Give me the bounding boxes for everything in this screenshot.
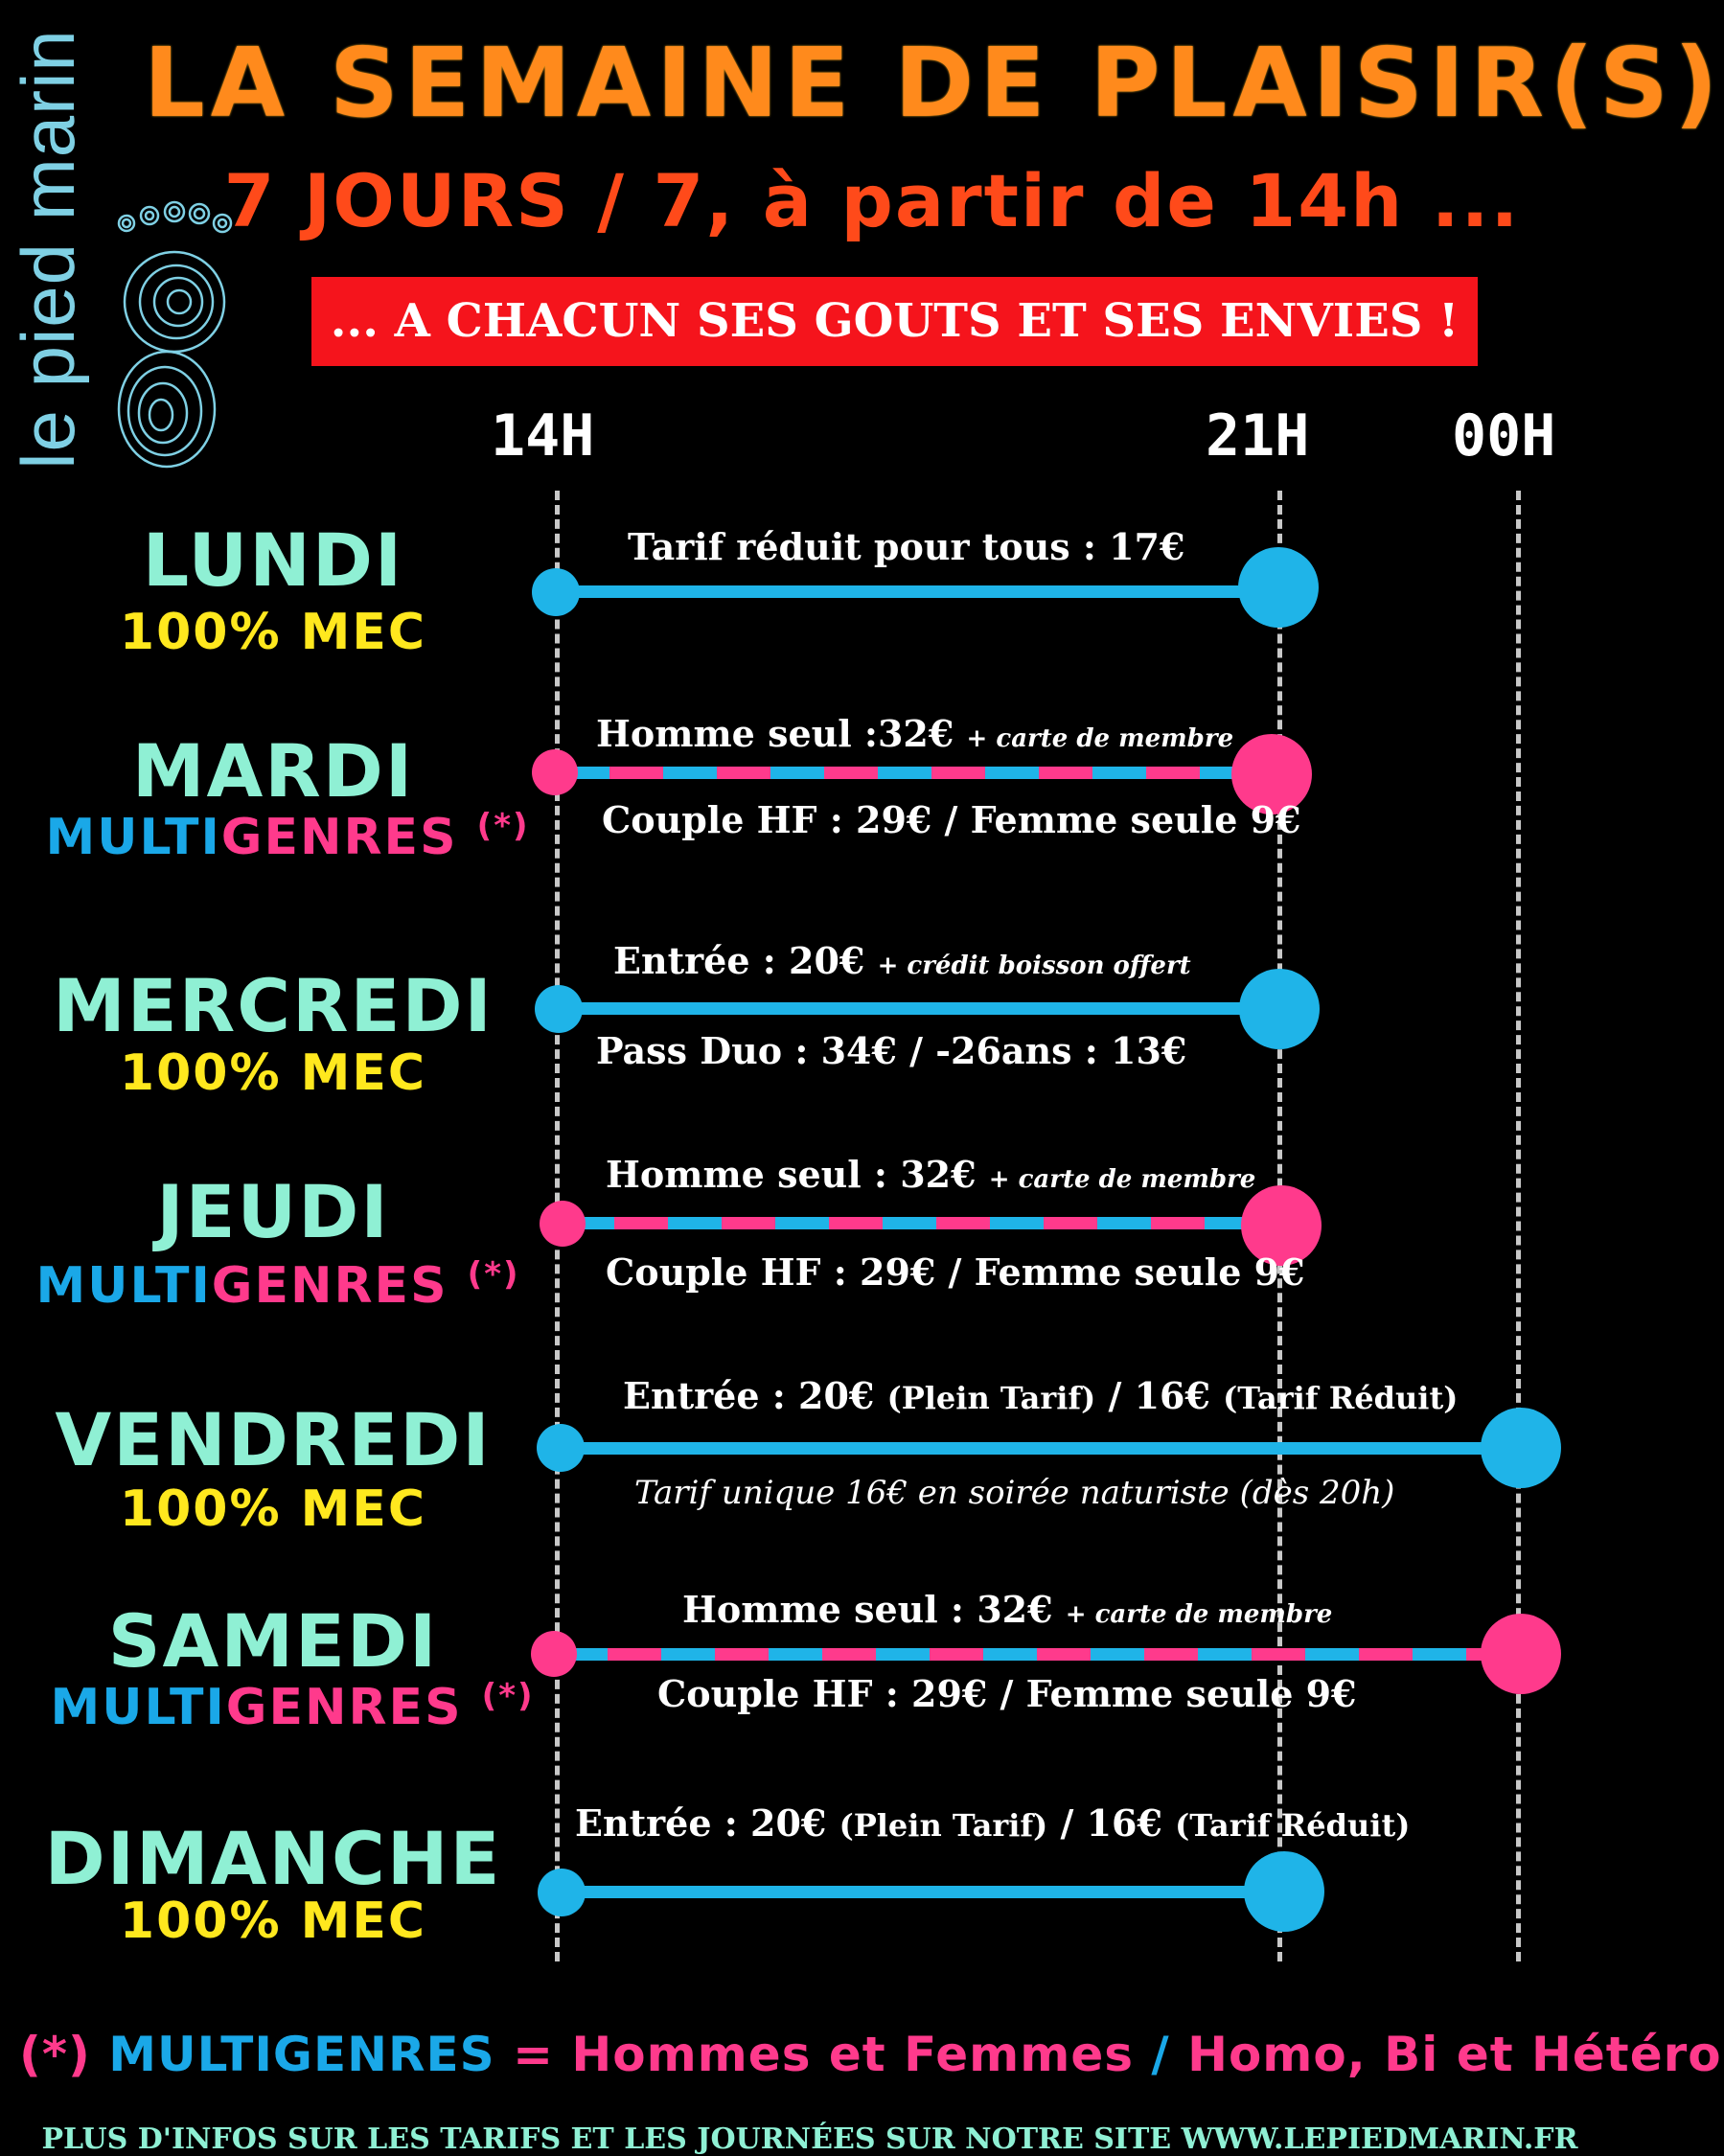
multi-label: MULTI xyxy=(35,1257,212,1315)
asterisk-note: (*) xyxy=(481,1677,535,1715)
schedule-bar-dimanche xyxy=(561,1886,1279,1898)
schedule-bar-mercredi xyxy=(558,1002,1276,1015)
day-type-mardi xyxy=(19,807,556,866)
website-info: PLUS D'INFOS SUR LES TARIFS ET LES JOURNÉES SUR NOTRE SITE WWW.LEPIEDMARIN.FR xyxy=(41,2122,1578,2156)
day-type-samedi xyxy=(24,1677,561,1736)
price-jeudi-note: + carte de membre xyxy=(988,1165,1256,1194)
day-name-dimanche: DIMANCHE xyxy=(44,1816,502,1901)
end-dot-vendredi xyxy=(1481,1408,1561,1488)
price-mercredi-entry xyxy=(613,939,1191,982)
day-name-mardi: MARDI xyxy=(131,728,415,814)
multigenres-footnote xyxy=(19,2027,1722,2082)
day-name-mercredi: MERCREDI xyxy=(53,963,494,1048)
price-mercredi-note: + crédit boisson offert xyxy=(877,952,1191,980)
price-samedi-couple: Couple HF : 29€ / Femme seule 9€ xyxy=(657,1672,1357,1715)
price-mardi-main: Homme seul :32€ xyxy=(596,712,954,755)
start-dot-lundi xyxy=(532,568,580,616)
day-type-dimanche: 100% MEC xyxy=(119,1892,427,1950)
genres-label: GENRES xyxy=(211,1257,448,1315)
start-dot-jeudi xyxy=(540,1201,586,1247)
footnote-equals: = xyxy=(513,2027,554,2082)
timeline-line-00h xyxy=(1516,491,1521,1961)
day-type-jeudi xyxy=(10,1255,546,1315)
multi-label: MULTI xyxy=(50,1679,226,1736)
footnote-term: MULTIGENRES xyxy=(108,2027,495,2082)
page-subtitle: 7 JOURS / 7, à partir de 14h ... xyxy=(223,158,1521,243)
genres-label: GENRES xyxy=(220,809,458,866)
footnote-asterisk: (*) xyxy=(19,2027,91,2082)
price-dimanche xyxy=(575,1801,1410,1845)
day-name-lundi: LUNDI xyxy=(142,517,404,603)
price-mardi-couple: Couple HF : 29€ / Femme seule 9€ xyxy=(602,798,1301,841)
price-dimanche-full: Entrée : 20€ xyxy=(575,1801,827,1845)
price-jeudi-single xyxy=(606,1153,1255,1196)
price-lundi: Tarif réduit pour tous : 17€ xyxy=(628,525,1185,568)
hour-label-14h: 14H xyxy=(491,402,595,470)
day-type-lundi: 100% MEC xyxy=(119,604,427,661)
end-dot-mercredi xyxy=(1239,969,1320,1049)
schedule-bar-mardi xyxy=(556,767,1275,779)
hour-label-21h: 21H xyxy=(1206,402,1310,470)
day-type-mercredi: 100% MEC xyxy=(119,1044,427,1102)
price-samedi-main: Homme seul : 32€ xyxy=(682,1588,1053,1631)
page-title: LA SEMAINE DE PLAISIR(S) xyxy=(144,27,1724,139)
asterisk-note: (*) xyxy=(476,807,530,845)
genres-label: GENRES xyxy=(225,1679,463,1736)
day-name-samedi: SAMEDI xyxy=(107,1598,439,1684)
start-dot-vendredi xyxy=(537,1424,585,1472)
price-mercredi-main: Entrée : 20€ xyxy=(613,939,865,982)
price-dimanche-reduced-label: (Tarif Réduit) xyxy=(1175,1807,1411,1844)
schedule-bar-jeudi xyxy=(561,1217,1279,1229)
hour-label-00h: 00H xyxy=(1452,402,1556,470)
asterisk-note: (*) xyxy=(467,1255,520,1294)
price-vendredi-reduced: / 16€ xyxy=(1108,1374,1210,1417)
end-dot-samedi xyxy=(1481,1614,1561,1694)
price-jeudi-couple: Couple HF : 29€ / Femme seule 9€ xyxy=(606,1250,1305,1294)
price-vendredi-full-label: (Plein Tarif) xyxy=(886,1380,1096,1416)
slogan-banner: ... A CHACUN SES GOUTS ET SES ENVIES ! xyxy=(311,277,1478,366)
price-mercredi-duo: Pass Duo : 34€ / -26ans : 13€ xyxy=(596,1029,1187,1072)
end-dot-dimanche xyxy=(1244,1851,1324,1932)
schedule-bar-samedi xyxy=(554,1648,1512,1661)
price-samedi-single xyxy=(682,1588,1332,1631)
brand-name: le pied marin xyxy=(6,29,90,470)
price-mardi-note: + carte de membre xyxy=(966,724,1234,753)
schedule-bar-lundi xyxy=(556,585,1275,598)
start-dot-mardi xyxy=(532,749,578,795)
price-dimanche-reduced: / 16€ xyxy=(1060,1801,1162,1845)
price-vendredi-full: Entrée : 20€ xyxy=(623,1374,875,1417)
price-jeudi-main: Homme seul : 32€ xyxy=(606,1153,977,1196)
day-name-vendredi: VENDREDI xyxy=(55,1397,492,1482)
start-dot-samedi xyxy=(531,1631,577,1677)
footnote-genders: Hommes et Femmes xyxy=(571,2027,1134,2082)
start-dot-dimanche xyxy=(538,1869,586,1916)
price-vendredi-reduced-label: (Tarif Réduit) xyxy=(1223,1380,1459,1416)
start-dot-mercredi xyxy=(535,985,583,1033)
schedule-bar-vendredi xyxy=(561,1442,1519,1455)
price-vendredi xyxy=(623,1374,1458,1417)
price-mardi-single xyxy=(596,712,1233,755)
footnote-slash: / xyxy=(1151,2027,1170,2082)
day-type-vendredi: 100% MEC xyxy=(119,1480,427,1538)
price-dimanche-full-label: (Plein Tarif) xyxy=(839,1807,1048,1844)
end-dot-lundi xyxy=(1238,547,1319,628)
price-vendredi-naturist: Tarif unique 16€ en soirée naturiste (dès 20h) xyxy=(634,1474,1395,1512)
day-name-jeudi: JEUDI xyxy=(156,1169,390,1254)
footnote-orientations: Homo, Bi et Hétéro xyxy=(1187,2027,1722,2082)
multi-label: MULTI xyxy=(45,809,221,866)
price-samedi-note: + carte de membre xyxy=(1065,1600,1333,1629)
